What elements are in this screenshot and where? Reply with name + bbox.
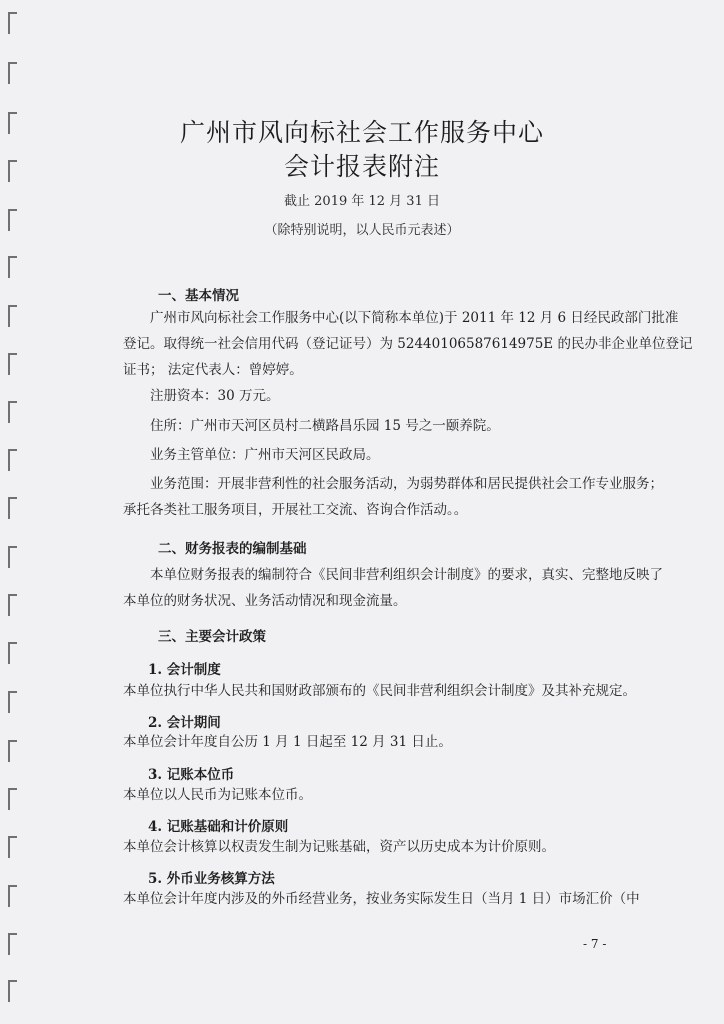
currency-note: （除特别说明，以人民币元表述）	[264, 223, 460, 238]
binding-hole	[8, 933, 17, 955]
policy-title: 4. 记账基础和计价原则	[148, 819, 289, 835]
policy-text: 本单位会计年度内涉及的外币经营业务，按业务实际发生日（当月 1 日）市场汇价（中	[123, 891, 640, 907]
paragraph-line: 证书； 法定代表人：曾婷婷。	[123, 362, 303, 378]
section-heading-basis: 二、财务报表的编制基础	[158, 541, 307, 557]
binding-hole	[8, 401, 17, 423]
binding-hole	[8, 305, 17, 327]
binding-hole	[8, 642, 17, 664]
binding-hole	[8, 256, 17, 278]
policy-title: 5. 外币业务核算方法	[148, 871, 275, 887]
registered-capital: 注册资本：30 万元。	[150, 388, 280, 404]
policy-text: 本单位会计核算以权责发生制为记账基础，资产以历史成本为计价原则。	[123, 839, 555, 855]
policy-title: 2. 会计期间	[148, 715, 221, 731]
policy-title: 3. 记账本位币	[148, 767, 235, 783]
binding-hole	[8, 497, 17, 519]
section-heading-policies: 三、主要会计政策	[158, 629, 266, 645]
section-heading-basic: 一、基本情况	[158, 288, 239, 304]
date-line: 截止 2019 年 12 月 31 日	[284, 194, 440, 209]
binding-hole	[8, 740, 17, 762]
document-title: 广州市风向标社会工作服务中心	[179, 118, 544, 147]
paragraph-line: 本单位财务报表的编制符合《民间非营利组织会计制度》的要求，真实、完整地反映了	[150, 567, 663, 583]
policy-text: 本单位会计年度自公历 1 月 1 日起至 12 月 31 日止。	[123, 734, 452, 750]
business-scope: 业务范围：开展非营利性的社会服务活动，为弱势群体和居民提供社会工作专业服务；	[150, 476, 663, 492]
binding-hole	[8, 12, 17, 34]
binding-hole	[8, 788, 17, 810]
binding-hole	[8, 449, 17, 471]
policy-text: 本单位执行中华人民共和国财政部颁布的《民间非营利组织会计制度》及其补充规定。	[123, 683, 636, 699]
binding-hole	[8, 836, 17, 858]
policy-title: 1. 会计制度	[148, 662, 221, 678]
paragraph-line: 登记。取得统一社会信用代码（登记证号）为 52440106587614975E 的民办非企业单位登记	[123, 336, 693, 352]
business-scope: 承托各类社工服务项目，开展社工交流、咨询合作活动。。	[123, 502, 468, 518]
document-subtitle: 会计报表附注	[283, 152, 440, 181]
address: 住所：广州市天河区员村二横路昌乐园 15 号之一颐养院。	[150, 418, 500, 434]
paragraph-line: 本单位的财务状况、业务活动情况和现金流量。	[123, 593, 407, 609]
binding-hole	[8, 980, 17, 1002]
binding-hole	[8, 353, 17, 375]
binding-hole	[8, 594, 17, 616]
policy-text: 本单位以人民币为记账本位币。	[123, 787, 312, 803]
binding-hole	[8, 546, 17, 568]
binding-hole	[8, 62, 17, 84]
supervisor: 业务主管单位：广州市天河区民政局。	[150, 447, 380, 463]
binding-hole	[8, 691, 17, 713]
binding-hole	[8, 885, 17, 907]
paragraph-line: 广州市风向标社会工作服务中心(以下简称本单位)于 2011 年 12 月 6 日经民政部门批准	[150, 310, 679, 326]
page-number: - 7 -	[583, 937, 607, 951]
